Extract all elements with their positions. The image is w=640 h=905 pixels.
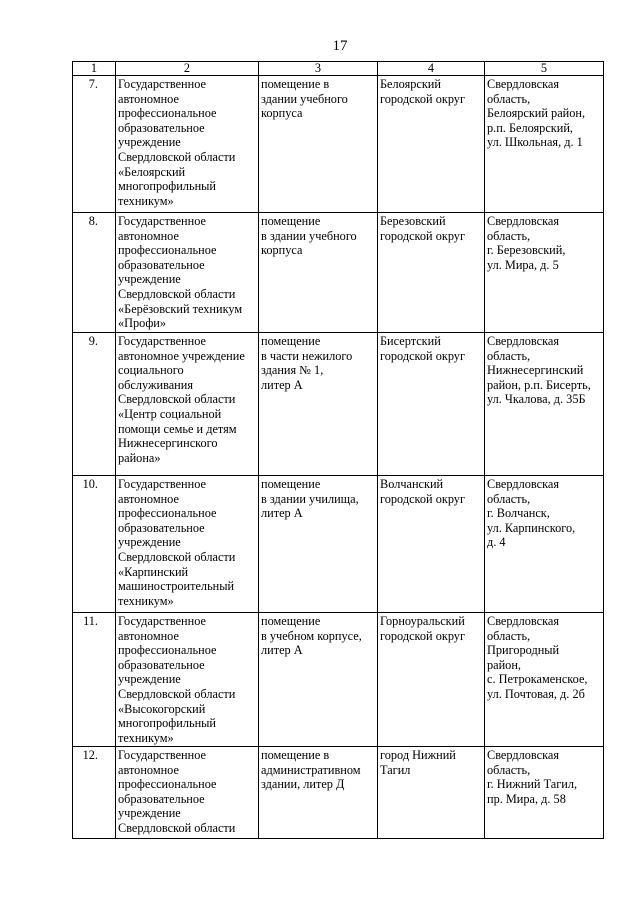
address: Свердловская область, г. Нижний Тагил, пр. Мира, д. 58 [485, 747, 604, 839]
column-header-1: 1 [73, 62, 116, 76]
municipality: Волчанский городской округ [378, 476, 485, 613]
municipality: город Нижний Тагил [378, 747, 485, 839]
row-number: 8. [73, 213, 116, 333]
table-row [73, 333, 604, 476]
table-header-row [73, 62, 604, 76]
row-number: 10. [73, 476, 116, 613]
municipality: Горноуральский городской округ [378, 613, 485, 747]
institution-name: Государственное автономное профессиональное образовательное учреждение Свердловской области [116, 747, 259, 839]
premises-description: помещение в учебном корпусе, литер А [259, 613, 378, 747]
table-row [73, 213, 604, 333]
institution-name: Государственное автономное учреждение социального обслуживания Свердловской области «Центр социальной помощи семье и детям Нижнесергинского района» [116, 333, 259, 476]
table-row [73, 613, 604, 747]
table-row [73, 476, 604, 613]
municipality: Бисертский городской округ [378, 333, 485, 476]
row-number: 7. [73, 76, 116, 213]
premises-description: помещение в части нежилого здания № 1, литер А [259, 333, 378, 476]
address: Свердловская область, Белоярский район, р.п. Белоярский, ул. Школьная, д. 1 [485, 76, 604, 213]
premises-description: помещение в административном здании, литер Д [259, 747, 378, 839]
institution-name: Государственное автономное профессиональное образовательное учреждение Свердловской области «Высокогорский многопрофильный техникум» [116, 613, 259, 747]
premises-description: помещение в здании училища, литер А [259, 476, 378, 613]
institution-name: Государственное автономное профессиональное образовательное учреждение Свердловской области «Берёзовский техникум «Профи» [116, 213, 259, 333]
municipality: Белоярский городской округ [378, 76, 485, 213]
table-row [73, 747, 604, 839]
row-number: 11. [73, 613, 116, 747]
registry-table [72, 61, 604, 839]
premises-description: помещение в здании учебного корпуса [259, 213, 378, 333]
row-number: 12. [73, 747, 116, 839]
column-header-4: 4 [378, 62, 485, 76]
address: Свердловская область, Пригородный район, с. Петрокаменское, ул. Почтовая, д. 2б [485, 613, 604, 747]
institution-name: Государственное автономное профессиональное образовательное учреждение Свердловской области «Карпинский машиностроительный техникум» [116, 476, 259, 613]
premises-description: помещение в здании учебного корпуса [259, 76, 378, 213]
address: Свердловская область, Нижнесергинский район, р.п. Бисерть, ул. Чкалова, д. 35Б [485, 333, 604, 476]
municipality: Березовский городской округ [378, 213, 485, 333]
column-header-3: 3 [259, 62, 378, 76]
column-header-2: 2 [116, 62, 259, 76]
column-header-5: 5 [485, 62, 604, 76]
address: Свердловская область, г. Волчанск, ул. Карпинского, д. 4 [485, 476, 604, 613]
row-number: 9. [73, 333, 116, 476]
table-row [73, 76, 604, 213]
page-number: 17 [332, 38, 348, 54]
institution-name: Государственное автономное профессиональное образовательное учреждение Свердловской области «Белоярский многопрофильный техникум» [116, 76, 259, 213]
address: Свердловская область, г. Березовский, ул. Мира, д. 5 [485, 213, 604, 333]
